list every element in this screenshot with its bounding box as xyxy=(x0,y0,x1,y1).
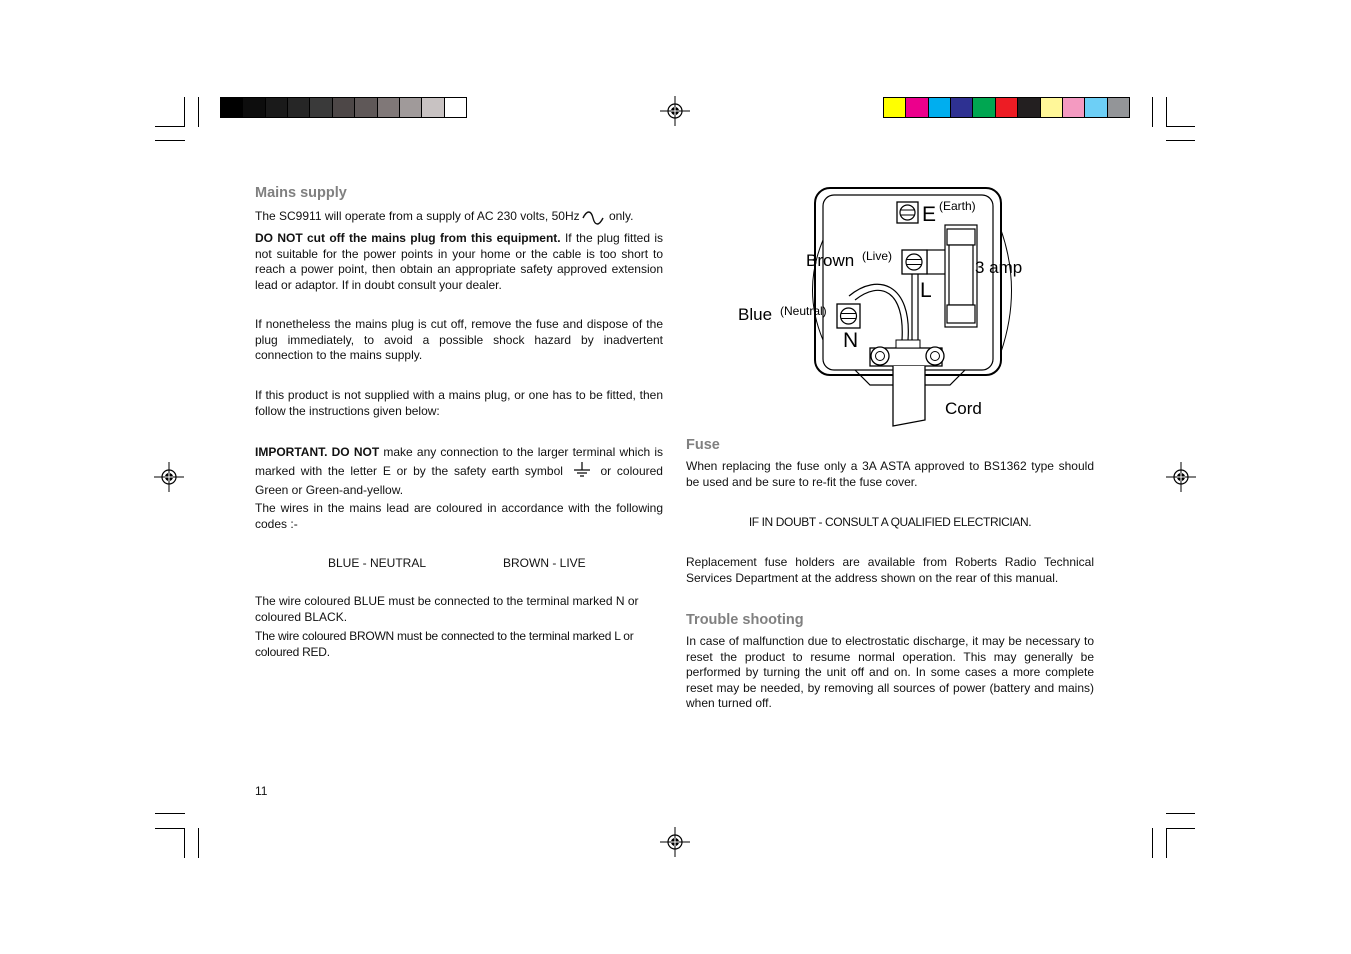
important-text: make any connection to the larger terminal which is marked with the letter E or by the safety earth symbol xyxy=(255,445,664,478)
supply-text: The SC9911 will operate from a supply of AC 230 volts, 50Hz xyxy=(255,209,580,223)
gray-swatch-1 xyxy=(221,98,243,117)
mains-supply-heading: Mains supply xyxy=(255,185,347,201)
gray-swatch-3 xyxy=(266,98,288,117)
crop-mark xyxy=(1166,97,1167,127)
important-paragraph xyxy=(255,443,663,500)
crop-mark xyxy=(1152,828,1153,858)
process-swatch-5 xyxy=(973,98,995,117)
dont-cut-paragraph xyxy=(255,231,663,293)
crop-mark xyxy=(1152,97,1153,127)
not-supplied-paragraph: If this product is not supplied with a mains plug, or one has to be fitted, then follow the instructions given below: xyxy=(255,388,663,418)
process-swatch-3 xyxy=(929,98,951,117)
crop-mark xyxy=(184,828,185,858)
code-blue-neutral: BLUE - NEUTRAL xyxy=(328,556,427,570)
registration-mark-right xyxy=(1166,462,1196,492)
blue-label: Blue xyxy=(738,305,773,324)
fuse-cap-bottom xyxy=(947,305,975,323)
process-swatch-7 xyxy=(1018,98,1040,117)
supply-paragraph xyxy=(255,209,663,225)
neutral-letter: N xyxy=(843,329,859,352)
important-text-end: or coloured Green or Green-and-yellow. xyxy=(255,464,663,497)
registration-mark-bottom xyxy=(660,827,690,857)
cord-grip-top xyxy=(896,340,920,348)
grip-screw-right xyxy=(926,347,944,365)
gray-swatch-5 xyxy=(310,98,332,117)
process-swatch-1 xyxy=(884,98,906,117)
brown-sub-label: (Live) xyxy=(862,249,893,263)
cut-off-paragraph: If nonetheless the mains plug is cut off, remove the fuse and dispose of the plug immediately, to avoid a possible shock hazard by inadvertent connection to the mains supply. xyxy=(255,317,663,362)
blue-wire-rule: The wire coloured BLUE must be connected to the terminal marked N or coloured BLACK. xyxy=(255,594,639,624)
grip-screw-left xyxy=(871,347,889,365)
page-number: 11 xyxy=(255,784,268,798)
crop-mark xyxy=(184,97,185,127)
crop-mark xyxy=(1166,813,1195,814)
crop-mark xyxy=(155,813,185,814)
live-terminal-block xyxy=(927,250,947,274)
fuse-body xyxy=(949,245,973,305)
gray-swatch-7 xyxy=(355,98,377,117)
registration-mark-top xyxy=(660,96,690,126)
process-swatch-9 xyxy=(1063,98,1085,117)
earth-letter: E xyxy=(922,203,937,226)
ac-sine-icon xyxy=(582,211,604,225)
process-swatch-10 xyxy=(1085,98,1107,117)
grayscale-color-bar xyxy=(220,97,467,118)
crop-mark xyxy=(198,97,199,127)
trouble-shooting-paragraph: In case of malfunction due to electrostatic discharge, it may be necessary to reset the product to resume normal operation. This may generally be performed by turning the unit off and on. In some cases a more complete reset may be needed, by removing all sources of power (battery and mains) when turned off. xyxy=(686,634,1094,710)
cord-label: Cord xyxy=(945,399,982,418)
fuse-heading: Fuse xyxy=(686,437,720,453)
process-swatch-6 xyxy=(996,98,1018,117)
brown-wire-rule: The wire coloured BROWN must be connected to the terminal marked L or coloured RED. xyxy=(255,629,634,659)
plug-right-bulge xyxy=(1001,230,1012,352)
live-letter: L xyxy=(920,279,932,302)
crop-mark xyxy=(1166,828,1167,858)
crop-mark xyxy=(1166,140,1195,141)
gray-swatch-4 xyxy=(288,98,310,117)
earth-sub-label: (Earth) xyxy=(939,199,976,213)
process-swatch-8 xyxy=(1041,98,1063,117)
crop-mark xyxy=(1166,126,1195,127)
fuse-rating-label: 3 amp xyxy=(975,258,1023,277)
gray-swatch-9 xyxy=(400,98,422,117)
trouble-shooting-heading: Trouble shooting xyxy=(686,612,804,628)
registration-mark-left xyxy=(154,462,184,492)
gray-swatch-11 xyxy=(445,98,466,117)
brown-label: Brown xyxy=(806,251,855,270)
gray-swatch-2 xyxy=(243,98,265,117)
crop-mark xyxy=(198,828,199,858)
dont-cut-text: If the plug fitted is not suitable for the power points in your home or the cable is too short to reach a power point, then obtain an appropriate safety approved extension lead or adaptor. If in doubt consult your dealer. xyxy=(255,231,664,292)
process-color-bar xyxy=(883,97,1130,118)
fuse-cap-top xyxy=(947,229,975,245)
crop-mark xyxy=(155,140,185,141)
plug-wiring-diagram xyxy=(730,180,1030,435)
fuse-paragraph: When replacing the fuse only a 3A ASTA approved to BS1362 type should be used and be sure to re-fit the fuse cover. xyxy=(686,459,1094,489)
code-brown-live: BROWN - LIVE xyxy=(503,556,586,570)
important-warning: IMPORTANT. DO NOT xyxy=(255,445,380,459)
crop-mark xyxy=(155,828,185,829)
replacement-paragraph: Replacement fuse holders are available from Roberts Radio Technical Services Department at the address shown on the rear of this manual. xyxy=(686,555,1094,585)
process-swatch-11 xyxy=(1108,98,1129,117)
crop-mark xyxy=(1166,828,1195,829)
gray-swatch-6 xyxy=(333,98,355,117)
crop-mark xyxy=(155,126,185,127)
process-swatch-4 xyxy=(951,98,973,117)
wire-codes-paragraph: The wires in the mains lead are coloured in accordance with the following codes :- xyxy=(255,501,663,531)
earth-symbol-icon xyxy=(572,462,592,478)
blue-sub-label: (Neutral) xyxy=(780,304,827,318)
consult-electrician-warning: IF IN DOUBT - CONSULT A QUALIFIED ELECTRICIAN. xyxy=(748,515,1032,529)
supply-only: only. xyxy=(608,209,634,223)
process-swatch-2 xyxy=(906,98,928,117)
gray-swatch-8 xyxy=(378,98,400,117)
dont-cut-warning: DO NOT cut off the mains plug from this equipment. xyxy=(255,231,561,245)
gray-swatch-10 xyxy=(422,98,444,117)
cord xyxy=(893,366,925,426)
